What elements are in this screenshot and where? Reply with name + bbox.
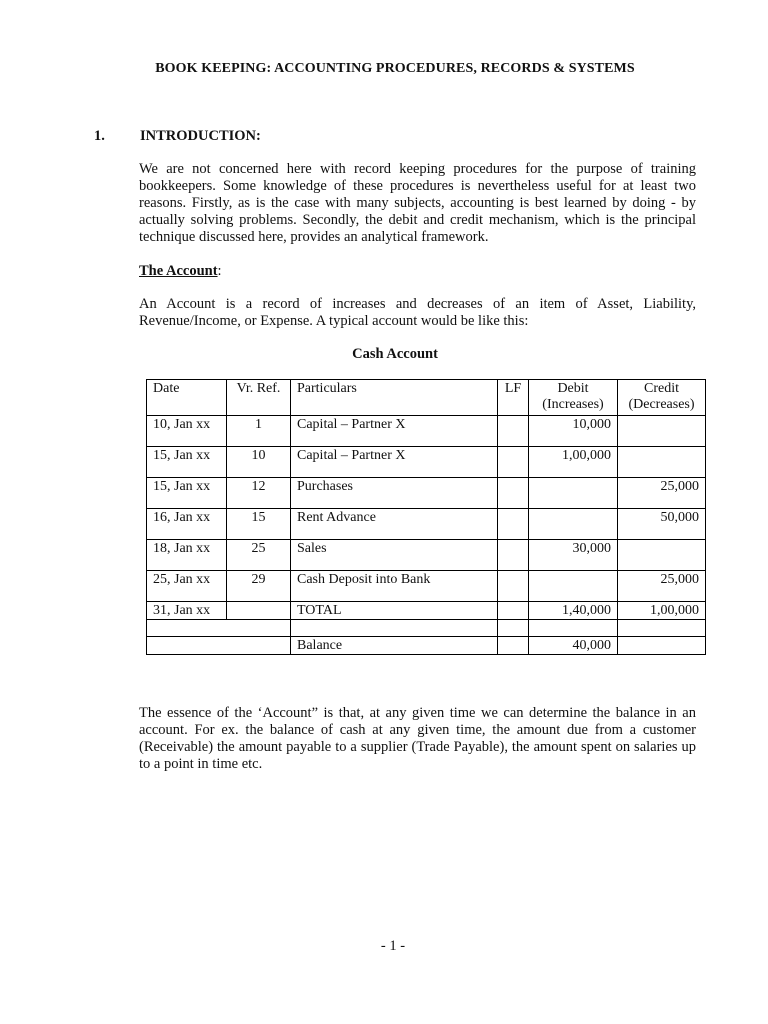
row-particulars: Rent Advance [291, 509, 498, 540]
row-debit: 1,00,000 [529, 447, 618, 478]
balance-debit: 40,000 [529, 637, 618, 655]
intro-paragraph: We are not concerned here with record keeping procedures for the purpose of training bookkeepers. Some knowledge of these procedures is nevertheless useful for at least two reasons. Firstly, as is the case with many subjects, accounting is best learned by doing - by actually solving problems. Secondly, the debit and credit mechanism, which is the principal technique discussed here, provides an analytical framework. [139, 161, 696, 245]
row-credit: 25,000 [618, 571, 706, 602]
table-row [147, 540, 706, 571]
spacer-date [147, 620, 291, 637]
row-ref: 29 [227, 571, 291, 602]
row-ref: 15 [227, 509, 291, 540]
document-title: BOOK KEEPING: ACCOUNTING PROCEDURES, RECORDS & SYSTEMS [155, 61, 635, 76]
row-debit [529, 571, 618, 602]
balance-row [147, 637, 706, 655]
balance-credit [618, 637, 706, 655]
section-heading [94, 128, 261, 145]
account-subheading-colon: : [217, 263, 222, 279]
row-credit [618, 447, 706, 478]
total-credit: 1,00,000 [618, 602, 706, 620]
row-particulars: Cash Deposit into Bank [291, 571, 498, 602]
row-date: 15, Jan xx [147, 447, 227, 478]
table-row [147, 478, 706, 509]
row-ref: 10 [227, 447, 291, 478]
account-subheading-text: The Account [139, 263, 218, 279]
header-vr-ref: Vr. Ref. [227, 380, 291, 416]
row-ref: 1 [227, 416, 291, 447]
balance-label: Balance [291, 637, 498, 655]
total-debit: 1,40,000 [529, 602, 618, 620]
table-header-row [147, 380, 706, 416]
section-number: 1. [94, 128, 105, 144]
account-paragraph: An Account is a record of increases and decreases of an item of Asset, Liability, Revenue/Income, or Expense. A typical account would be like this: [139, 296, 696, 329]
cash-account-table [146, 379, 706, 655]
row-date: 18, Jan xx [147, 540, 227, 571]
row-lf [498, 416, 529, 447]
row-lf [498, 478, 529, 509]
row-lf [498, 509, 529, 540]
account-subheading [139, 263, 222, 280]
spacer-credit [618, 620, 706, 637]
header-credit-label: Credit [644, 381, 679, 396]
spacer-lf [498, 620, 529, 637]
row-lf [498, 571, 529, 602]
header-particulars: Particulars [291, 380, 498, 416]
page-number: - 1 - [380, 938, 406, 954]
row-debit [529, 478, 618, 509]
row-lf [498, 540, 529, 571]
row-particulars: Capital – Partner X [291, 447, 498, 478]
spacer-particulars [291, 620, 498, 637]
closing-paragraph: The essence of the ‘Account” is that, at any given time we can determine the balance in an account. For ex. the balance of cash at any given time, the amount due from a customer (Receivable) the amount payable to a supplier (Trade Payable), the amount spent on salaries up to a point in time etc. [139, 705, 696, 772]
table-title: Cash Account [352, 346, 438, 362]
row-date: 10, Jan xx [147, 416, 227, 447]
row-date: 15, Jan xx [147, 478, 227, 509]
spacer-debit [529, 620, 618, 637]
total-date: 31, Jan xx [147, 602, 227, 620]
row-lf [498, 447, 529, 478]
total-lf [498, 602, 529, 620]
header-lf: LF [498, 380, 529, 416]
row-debit: 10,000 [529, 416, 618, 447]
row-ref: 25 [227, 540, 291, 571]
total-label: TOTAL [291, 602, 498, 620]
table-row [147, 509, 706, 540]
row-debit [529, 509, 618, 540]
row-particulars: Purchases [291, 478, 498, 509]
header-credit-sub: (Decreases) [628, 397, 695, 412]
section-title: INTRODUCTION: [140, 128, 261, 144]
row-credit: 50,000 [618, 509, 706, 540]
row-debit: 30,000 [529, 540, 618, 571]
table-row [147, 571, 706, 602]
row-credit [618, 416, 706, 447]
row-credit: 25,000 [618, 478, 706, 509]
row-ref: 12 [227, 478, 291, 509]
total-row [147, 602, 706, 620]
table-row [147, 447, 706, 478]
header-credit [618, 380, 706, 416]
balance-date [147, 637, 291, 655]
header-debit-label: Debit [557, 381, 589, 396]
row-particulars: Sales [291, 540, 498, 571]
spacer-row [147, 620, 706, 637]
row-date: 25, Jan xx [147, 571, 227, 602]
balance-lf [498, 637, 529, 655]
row-date: 16, Jan xx [147, 509, 227, 540]
row-particulars: Capital – Partner X [291, 416, 498, 447]
header-debit-sub: (Increases) [542, 397, 604, 412]
header-date: Date [147, 380, 227, 416]
header-debit [529, 380, 618, 416]
total-ref [227, 602, 291, 620]
row-credit [618, 540, 706, 571]
table-row [147, 416, 706, 447]
